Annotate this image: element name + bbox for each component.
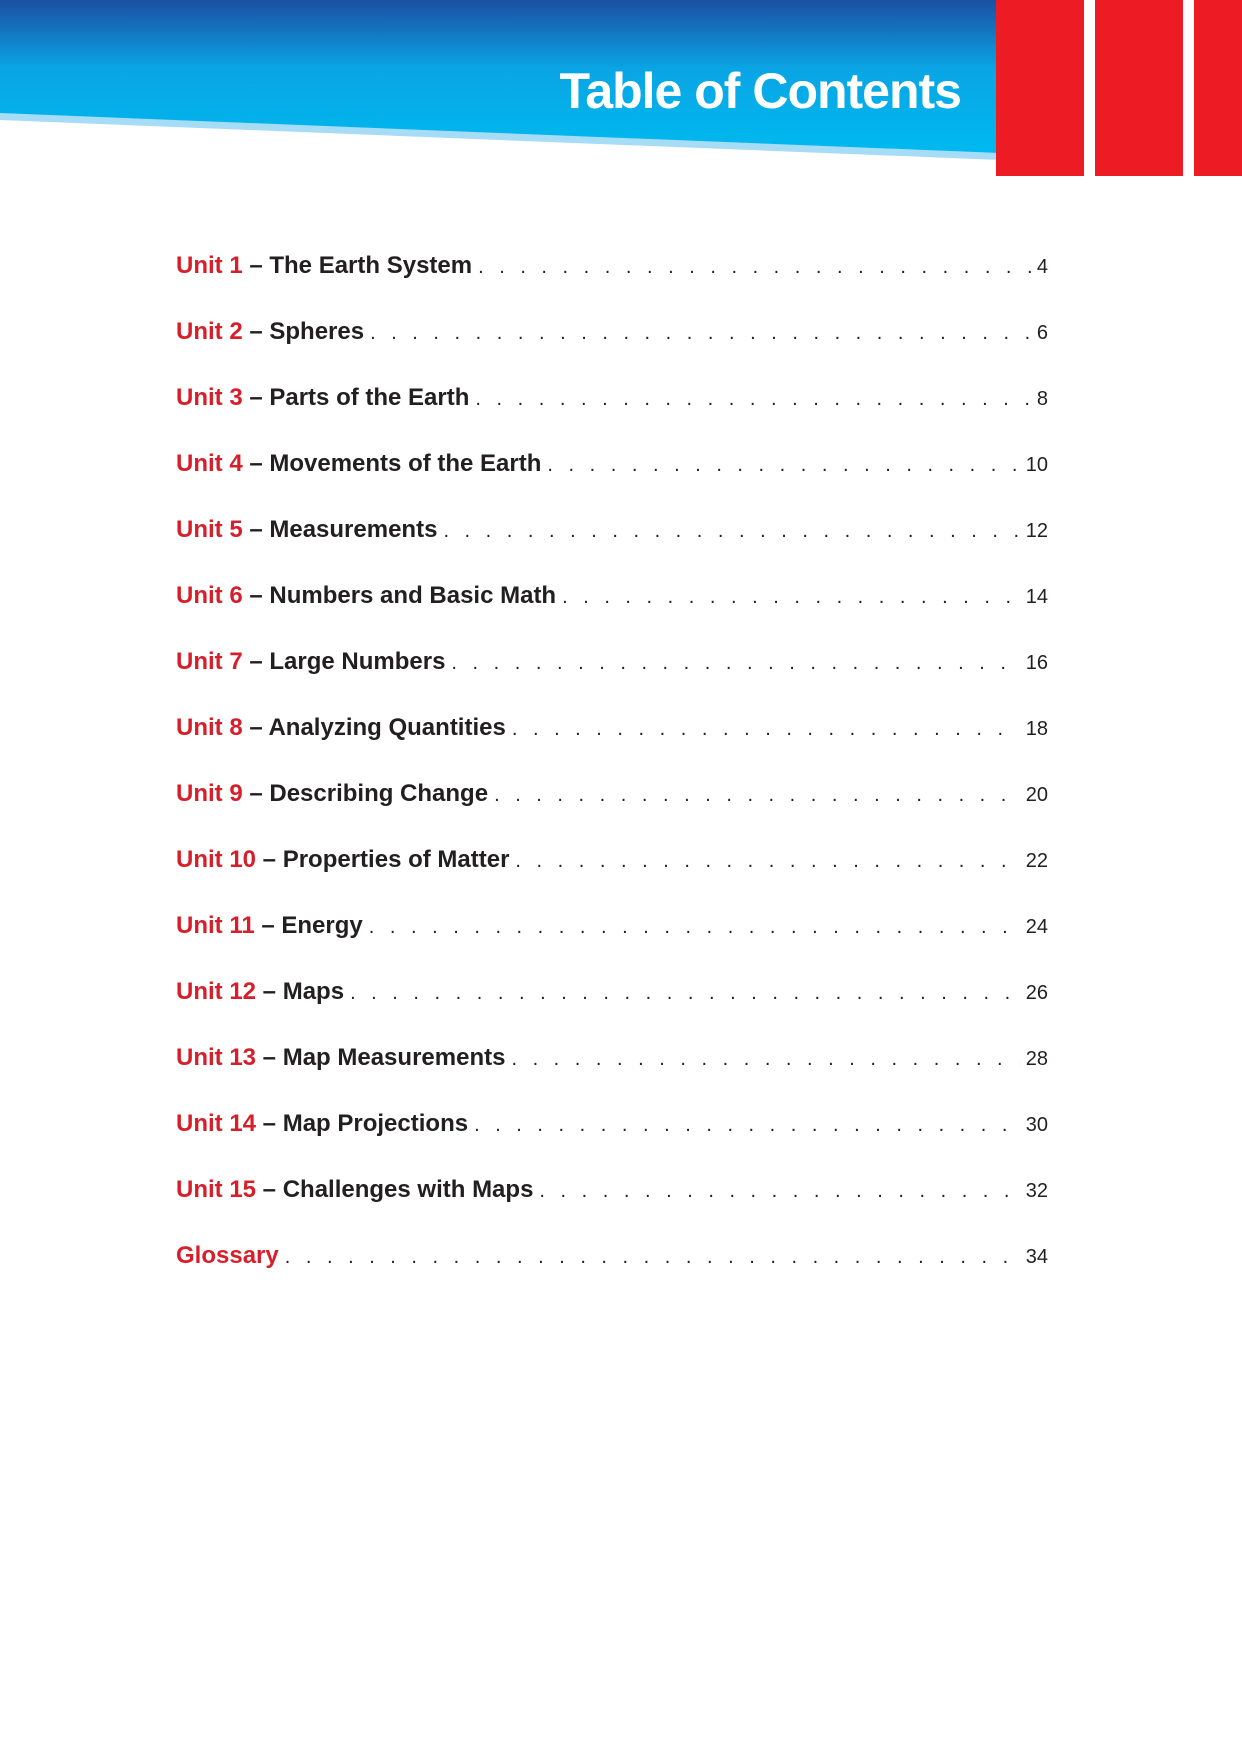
toc-unit-number: Unit 13 [176, 1044, 257, 1071]
toc-dot-leader [475, 388, 1030, 411]
toc-separator: – [256, 1044, 283, 1071]
toc-separator: – [242, 450, 270, 477]
toc-entry[interactable] [176, 780, 1048, 846]
table-of-contents [176, 252, 1048, 1308]
toc-page-number: 22 [1025, 850, 1048, 872]
toc-entry-label [176, 1176, 533, 1204]
toc-entry[interactable] [176, 912, 1048, 978]
toc-entry-label [176, 714, 506, 742]
toc-dot-leader [350, 982, 1020, 1005]
toc-separator: – [242, 516, 270, 543]
toc-unit-title: Large Numbers [269, 648, 446, 675]
toc-page-number: 18 [1025, 718, 1048, 740]
toc-dot-leader [451, 652, 1019, 675]
toc-unit-title: Parts of the Earth [269, 384, 470, 411]
toc-unit-title: Energy [281, 912, 363, 939]
toc-separator: – [256, 1110, 283, 1137]
toc-dot-leader [515, 850, 1019, 873]
toc-entry-label [176, 582, 556, 610]
toc-page-number: 30 [1025, 1114, 1048, 1136]
toc-unit-number: Unit 3 [176, 384, 243, 411]
toc-page-number: 20 [1025, 784, 1048, 806]
toc-entry-label [176, 1110, 468, 1138]
toc-unit-title: Movements of the Earth [269, 450, 542, 477]
red-tab-1 [996, 0, 1084, 176]
toc-entry-label [176, 846, 509, 874]
toc-entry[interactable] [176, 384, 1048, 450]
toc-separator: – [242, 384, 270, 411]
toc-unit-number: Unit 15 [176, 1176, 257, 1203]
toc-page-number: 24 [1025, 916, 1048, 938]
toc-entry[interactable] [176, 1176, 1048, 1242]
toc-unit-title: Numbers and Basic Math [269, 582, 557, 609]
toc-dot-leader [370, 322, 1031, 345]
toc-unit-number: Unit 4 [176, 450, 243, 477]
toc-unit-number: Unit 5 [176, 516, 243, 543]
toc-unit-title: Challenges with Maps [282, 1176, 534, 1203]
toc-unit-number: Unit 9 [176, 780, 243, 807]
toc-entry[interactable] [176, 846, 1048, 912]
toc-entry[interactable] [176, 1110, 1048, 1176]
toc-entry[interactable] [176, 978, 1048, 1044]
toc-entry[interactable] [176, 318, 1048, 384]
toc-dot-leader [511, 1048, 1019, 1071]
toc-dot-leader [512, 718, 1020, 741]
toc-page-number: 26 [1025, 982, 1048, 1004]
toc-dot-leader [562, 586, 1020, 609]
toc-page-number: 14 [1025, 586, 1048, 608]
toc-separator: – [242, 780, 270, 807]
toc-separator: – [242, 252, 270, 279]
toc-entry-label [176, 384, 469, 412]
page-title: Table of Contents [559, 63, 961, 119]
toc-unit-title: The Earth System [269, 252, 473, 279]
toc-unit-title: Maps [282, 978, 345, 1005]
toc-entry[interactable] [176, 450, 1048, 516]
toc-page-number: 4 [1036, 256, 1048, 278]
toc-unit-number: Unit 7 [176, 648, 243, 675]
toc-separator: – [256, 978, 283, 1005]
toc-page-number: 28 [1025, 1048, 1048, 1070]
toc-unit-title: Describing Change [269, 780, 489, 807]
toc-unit-title: Analyzing Quantities [268, 714, 506, 741]
toc-separator: – [256, 1176, 283, 1203]
toc-separator: – [254, 912, 282, 939]
toc-entry-label [176, 648, 445, 676]
toc-entry-label [176, 1242, 279, 1270]
toc-unit-title: Spheres [269, 318, 365, 345]
toc-dot-leader [547, 454, 1019, 477]
toc-unit-number: Glossary [176, 1242, 279, 1269]
toc-unit-number: Unit 14 [176, 1110, 257, 1137]
toc-entry[interactable] [176, 1242, 1048, 1308]
toc-dot-leader [443, 520, 1019, 543]
toc-entry[interactable] [176, 1044, 1048, 1110]
toc-entry-label [176, 252, 472, 280]
toc-unit-title: Properties of Matter [282, 846, 510, 873]
toc-page-number: 32 [1025, 1180, 1048, 1202]
red-tab-3 [1194, 0, 1242, 176]
toc-page-number: 10 [1025, 454, 1048, 476]
toc-separator: – [242, 318, 270, 345]
toc-entry[interactable] [176, 714, 1048, 780]
toc-entry-label [176, 978, 344, 1006]
toc-unit-number: Unit 1 [176, 252, 243, 279]
toc-page-number: 6 [1036, 322, 1048, 344]
toc-entry-label [176, 450, 541, 478]
toc-unit-number: Unit 2 [176, 318, 243, 345]
toc-page-number: 34 [1025, 1246, 1048, 1268]
toc-unit-number: Unit 8 [176, 714, 243, 741]
toc-unit-title: Measurements [269, 516, 438, 543]
toc-unit-title: Map Projections [282, 1110, 469, 1137]
toc-dot-leader [539, 1180, 1019, 1203]
toc-page-number: 8 [1036, 388, 1048, 410]
toc-dot-leader [478, 256, 1031, 279]
toc-entry[interactable] [176, 516, 1048, 582]
toc-separator: – [256, 846, 283, 873]
toc-separator: – [242, 648, 270, 675]
toc-entry[interactable] [176, 252, 1048, 318]
toc-dot-leader [285, 1246, 1020, 1269]
toc-dot-leader [369, 916, 1020, 939]
toc-unit-title: Map Measurements [282, 1044, 506, 1071]
toc-separator: – [242, 714, 269, 741]
toc-unit-number: Unit 6 [176, 582, 243, 609]
toc-unit-number: Unit 11 [176, 912, 255, 939]
toc-separator: – [242, 582, 270, 609]
header-banner [0, 0, 1242, 180]
toc-page-number: 12 [1025, 520, 1048, 542]
toc-unit-number: Unit 10 [176, 846, 257, 873]
toc-entry[interactable] [176, 582, 1048, 648]
toc-page-number: 16 [1025, 652, 1048, 674]
toc-entry-label [176, 912, 363, 940]
toc-unit-number: Unit 12 [176, 978, 257, 1005]
toc-entry-label [176, 318, 364, 346]
toc-dot-leader [494, 784, 1020, 807]
toc-entry[interactable] [176, 648, 1048, 714]
toc-dot-leader [474, 1114, 1020, 1137]
toc-entry-label [176, 516, 437, 544]
toc-entry-label [176, 1044, 505, 1072]
toc-entry-label [176, 780, 488, 808]
red-tab-2 [1095, 0, 1183, 176]
